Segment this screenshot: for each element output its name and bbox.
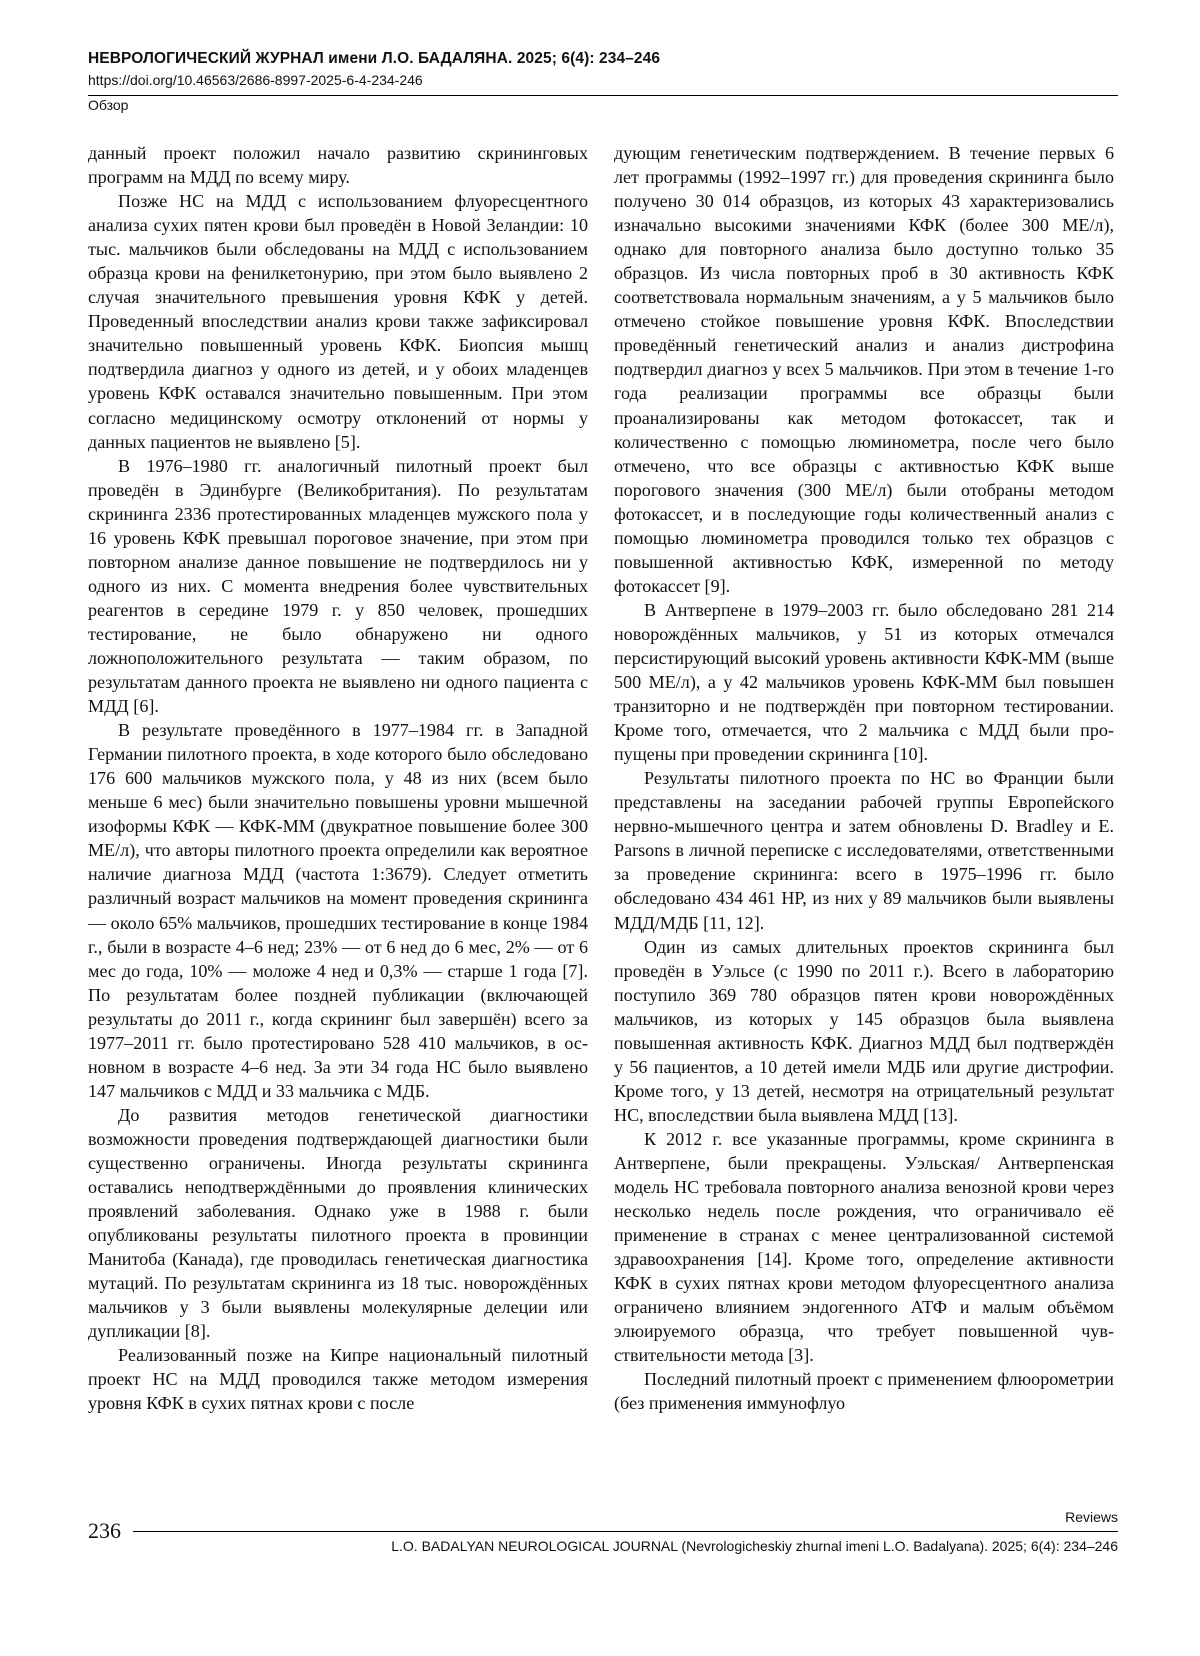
- paragraph: данный проект положил начало развитию скрининговых программ на МДД по всему миру.: [88, 143, 588, 188]
- right-column: [614, 141, 1114, 1415]
- paragraph: К 2012 г. все указанные программы, кроме скрининга в Антверпене, были прекращены. Уэльская/ Антверпенская модель НС требовала повторного анализа венозной крови через несколько недель после рождения, что ограничивало её применение в странах с менее централизованной системой здравоохранения [14]. Кроме того, определение активности КФК в сухих пятнах крови методом флуоресцентного анализа ограничено влиянием эндогенного АТФ и малым объёмом элюируемого образца, что требует повышенной чувствительности метода [3].: [614, 1128, 1114, 1366]
- paragraph: До развития методов генетической диагностики возможности проведения подтверждающей диагностики были существенно ограничены. Иногда результаты скрининга оставались неподтверждёнными до проявления клинических проявлений заболевания. Однако уже в 1988 г. были опубликованы результаты пилотного проекта в провинции Манитоба (Канада), где проводилась генетическая диагностика мутаций. По результатам скрининга из 18 тыс. новорождённых мальчиков у 3 были выявлены молекулярные делеции или дупликации [8].: [88, 1104, 588, 1342]
- doi-link[interactable]: https://doi.org/10.46563/2686-8997-2025-6-4-234-246: [88, 72, 423, 88]
- paragraph: В 1976–1980 гг. аналогичный пилотный проект был проведён в Эдинбурге (Великобритания). По результатам скрининга 2336 протестированных младенцев мужского пола у 16 уровень КФК превышал пороговое значение, при этом при повторном анализе данное повышение не подтвердилось ни у одного из них. С момента внедрения более чувствительных реагентов в середине 1979 г. у 850 человек, прошедших тестирование, не было обнаружено ни одного ложноположительного результата — таким образом, по результатам данного проекта не выявлено ни одного пациента с МДД [6].: [88, 455, 588, 717]
- journal-header-title: НЕВРОЛОГИЧЕСКИЙ ЖУРНАЛ имени Л.О. БАДАЛЯНА. 2025; 6(4): 234–246: [88, 50, 661, 67]
- paragraph: Один из самых длительных проектов скрининга был проведён в Уэльсе (с 1990 по 2011 г.). Всего в лабораторию поступило 369 780 образцов пятен крови новорождённых мальчиков, из которых у 145 образцов была выявлена повышенная активность КФК. Диагноз МДД был подтверждён у 56 пациентов, а 10 детей имели МДБ или другие дистрофии. Кроме того, у 13 детей, несмотря на отрицательный результат НС, впоследствии была выявлена МДД [13].: [614, 936, 1114, 1125]
- section-label: Обзор: [88, 97, 129, 113]
- paragraph: Позже НС на МДД с использованием флуоресцентного анализа сухих пятен крови был проведён в Новой Зеландии: 10 тыс. мальчиков были обследованы на МДД с использованием образца крови на фенилкетонурию, при этом было выявлено 2 случая значительного превышения уровня КФК у детей. Проведенный впоследствии анализ крови также зафиксировал значительно повышенный уровень КФК. Биопсия мышц подтвердила диагноз у одного из детей, и у обоих младенцев уровень КФК оставался значительно повышенным. При этом согласно медицинскому осмотру отклонений от нормы у данных пациентов не выявлено [5].: [88, 191, 588, 452]
- header-rule: [88, 95, 1118, 96]
- footer-rule: [133, 1531, 1118, 1532]
- paragraph: В результате проведённого в 1977–1984 гг. в Западной Германии пилотного проекта, в ходе которого было обследовано 176 600 мальчиков мужского пола, у 48 из них (всем было меньше 6 мес) были значительно повышены уровни мышечной изоформы КФК — КФК-ММ (двукратное повышение более 300 МЕ/л), что авторы пилотного проекта определили как вероятное наличие диагноза МДД (частота 1:3679). Следует отметить различный возраст мальчиков на момент проведения скрининга — около 65% мальчиков, прошедших тестирование в конце 1984 г., были в возрасте 4–6 нед; 23% — от 6 нед до 6 мес, 2% — от 6 мес до года, 10% — моложе 4 нед и 0,3% — старше 1 года [7]. По результатам более поздней публикации (включающей результаты до 2011 г., когда скрининг был завершён) всего за 1977–2011 гг. было протестировано 528 410 мальчиков, в основном в возрасте 4–6 нед. За эти 34 года НС было выявлено 147 мальчиков с МДД и 33 мальчика с МДБ.: [88, 720, 588, 1101]
- paragraph: Результаты пилотного проекта по НС во Франции были представлены на заседании рабочей группы Европейского нервно-мышечного центра и затем обновлены D. Bradley и E. Parsons в личной переписке с исследователями, ответственными за проведение скрининга: всего в 1975–1996 гг. было обследовано 434 461 НР, из них у 89 мальчиков были выявлены МДД/МДБ [11, 12].: [614, 768, 1114, 933]
- paragraph: Реализованный позже на Кипре национальный пилотный проект НС на МДД проводился также методом измерения уровня КФК в сухих пятнах крови с после: [88, 1345, 588, 1414]
- footer-journal-title: L.O. BADALYAN NEUROLOGICAL JOURNAL (Nevrologicheskiy zhurnal imeni L.O. Badalyana). 2025; 6(4): 234–246: [391, 1538, 1118, 1554]
- paragraph: Последний пилотный проект с применением флюорометрии (без применения иммунофлуо: [614, 1369, 1114, 1414]
- left-column: [88, 141, 588, 1415]
- footer-section-label: Reviews: [1065, 1509, 1118, 1525]
- paragraph: В Антверпене в 1979–2003 гг. было обследовано 281 214 новорождённых мальчиков, у 51 из которых отмечался персистирующий высокий уровень активности КФК-ММ (выше 500 МЕ/л), а у 42 мальчиков уровень КФК-ММ был повышен транзиторно и не подтверждён при повторном тестировании. Кроме того, отмечается, что 2 мальчика с МДД были пропущены при проведении скрининга [10].: [614, 599, 1114, 765]
- paragraph: дующим генетическим подтверждением. В течение первых 6 лет программы (1992–1997 гг.) для проведения скрининга было получено 30 014 образцов, из которых 43 характеризовались изначально высокими значениями КФК (более 300 МЕ/л), однако для повторного анализа было доступно только 35 образцов. Из числа повторных проб в 30 активность КФК соответствовала нормальным значениям, а у 5 мальчиков было отмечено стойкое повышение уровня КФК. Впоследствии проведённый генетический анализ и анализ дистрофина подтвердил диагноз у всех 5 мальчиков. При этом в течение 1-го года реализации программы все образцы были проанализированы как методом фотокассет, так и количественно с помощью люминометра, после чего было отмечено, что все образцы с активностью КФК выше порогового значения (300 МЕ/л) были отобраны методом фотокассет, и в последующие годы количественный анализ с помощью люминометра проводился только тех образцов с повышенной активностью КФК, измеренной по методу фотокассет [9].: [614, 143, 1114, 596]
- page-number: 236: [88, 1518, 121, 1543]
